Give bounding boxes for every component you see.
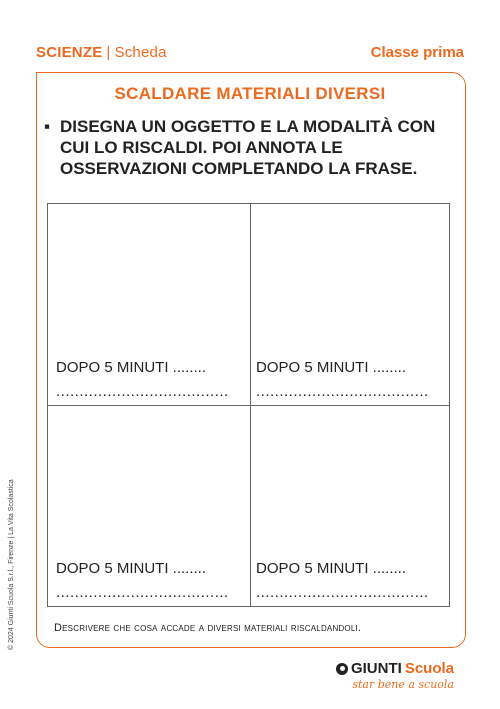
sheet-header (36, 44, 464, 66)
logo-tagline: star bene a scuola (352, 678, 454, 691)
cell-dots: ..................................... (256, 584, 429, 601)
grid-horizontal-divider (47, 405, 450, 406)
cell-bottom-left-caption (56, 557, 229, 605)
subject-name: SCIENZE (36, 44, 103, 61)
cell-top-right-caption (256, 356, 429, 404)
logo-brand-accent: Scuola (404, 660, 454, 677)
cell-dots: ..................................... (56, 584, 229, 601)
bullet-icon: ▪ (44, 117, 51, 136)
cell-label: DOPO 5 MINUTI ........ (56, 560, 207, 577)
cell-top-left-caption (56, 356, 229, 404)
giunti-g-logo-icon (336, 663, 348, 675)
instruction (44, 116, 464, 179)
cell-bottom-right-caption (256, 557, 429, 605)
header-separator: | (106, 44, 111, 61)
instruction-text: DISEGNA UN OGGETTO E LA MODALITÀ CON CUI LO RISCALDI. POI ANNOTA LE OSSERVAZIONI COMPLETANDO LA FRASE. (60, 117, 436, 178)
logo-brand: GIUNTI (350, 660, 402, 677)
logo-wordmark (336, 660, 454, 677)
cell-label: DOPO 5 MINUTI ........ (256, 560, 407, 577)
cell-label: DOPO 5 MINUTI ........ (256, 359, 407, 376)
sheet-type: Scheda (114, 44, 167, 61)
cell-label: DOPO 5 MINUTI ........ (56, 359, 207, 376)
cell-dots: ..................................... (256, 383, 429, 400)
subject-label (36, 44, 167, 61)
cell-dots: ..................................... (56, 383, 229, 400)
publisher-logo (336, 660, 454, 691)
grade-label: Classe prima (370, 44, 464, 61)
footer-note: Descrivere che cosa accade a diversi materiali riscaldandoli. (54, 622, 362, 634)
copyright-notice: © 2024 Giunti Scuola S.r.l., Firenze | La Vita Scolastica (8, 479, 15, 650)
page-title: SCALDARE MATERIALI DIVERSI (114, 84, 386, 103)
